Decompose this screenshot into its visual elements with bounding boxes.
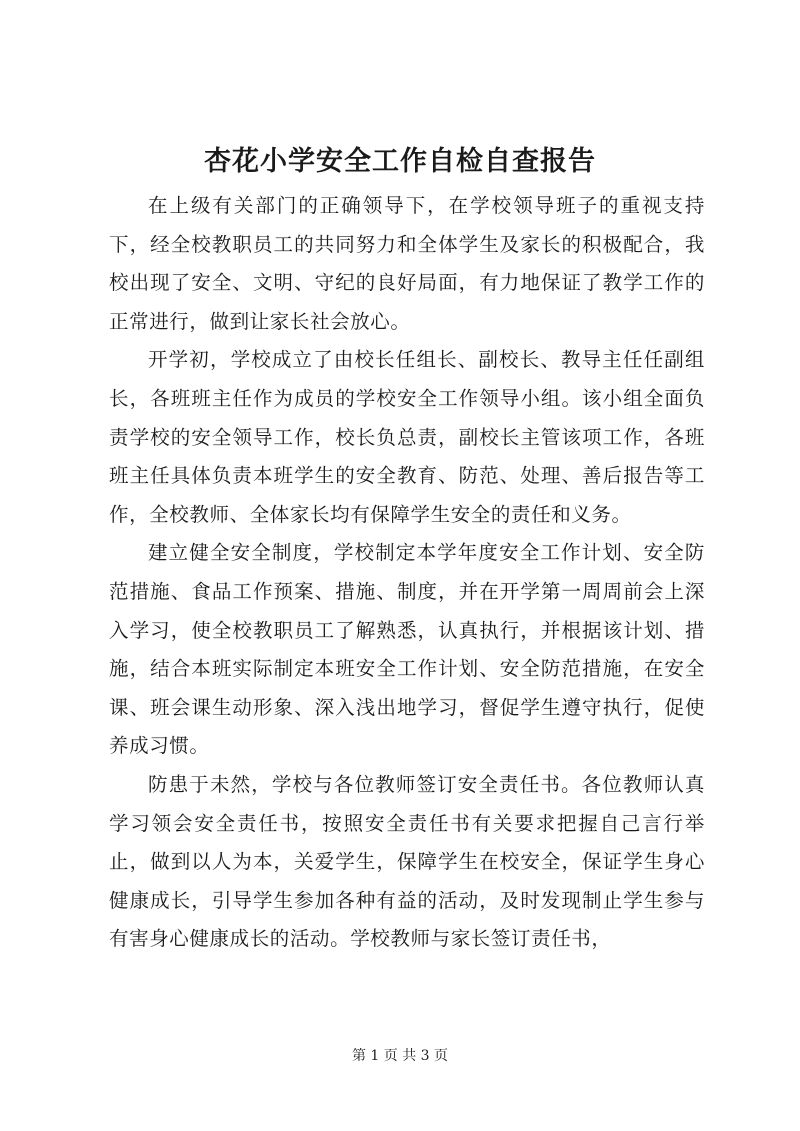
paragraph-3: 建立健全安全制度，学校制定本学年度安全工作计划、安全防范措施、食品工作预案、措施、制度，并在开学第一周周前会上深入学习，使全校教职员工了解熟悉，认真执行，并根据该计划、措施，结合本班实际制定本班安全工作计划、安全防范措施，在安全课、班会课生动形象、深入浅出地学习，督促学生遵守执行，促使养成习惯。: [109, 541, 705, 758]
paragraph-4: 防患于未然，学校与各位教师签订安全责任书。各位教师认真学习领会安全责任书，按照安全责任书有关要求把握自己言行举止，做到以人为本，关爱学生，保障学生在校安全，保证学生身心健康成长，引导学生参加各种有益的活动，及时发现制止学生参与有害身心健康成长的活动。学校教师与家长签订责任书，: [109, 772, 705, 951]
page-number-footer: 第 1 页 共 3 页: [351, 1048, 449, 1064]
document-title: 杏花小学安全工作自检自查报告: [204, 146, 596, 177]
paragraph-1: 在上级有关部门的正确领导下，在学校领导班子的重视支持下，经全校教职员工的共同努力和全体学生及家长的积极配合，我校出现了安全、文明、守纪的良好局面，有力地保证了教学工作的正常进行，做到让家长社会放心。: [109, 194, 705, 333]
document-body: [109, 187, 705, 959]
paragraph-2: 开学初，学校成立了由校长任组长、副校长、教导主任任副组长，各班班主任作为成员的学校安全工作领导小组。该小组全面负责学校的安全领导工作，校长负总责，副校长主管该项工作，各班班主任具体负责本班学生的安全教育、防范、处理、善后报告等工作，全校教师、全体家长均有保障学生安全的责任和义务。: [109, 348, 705, 526]
